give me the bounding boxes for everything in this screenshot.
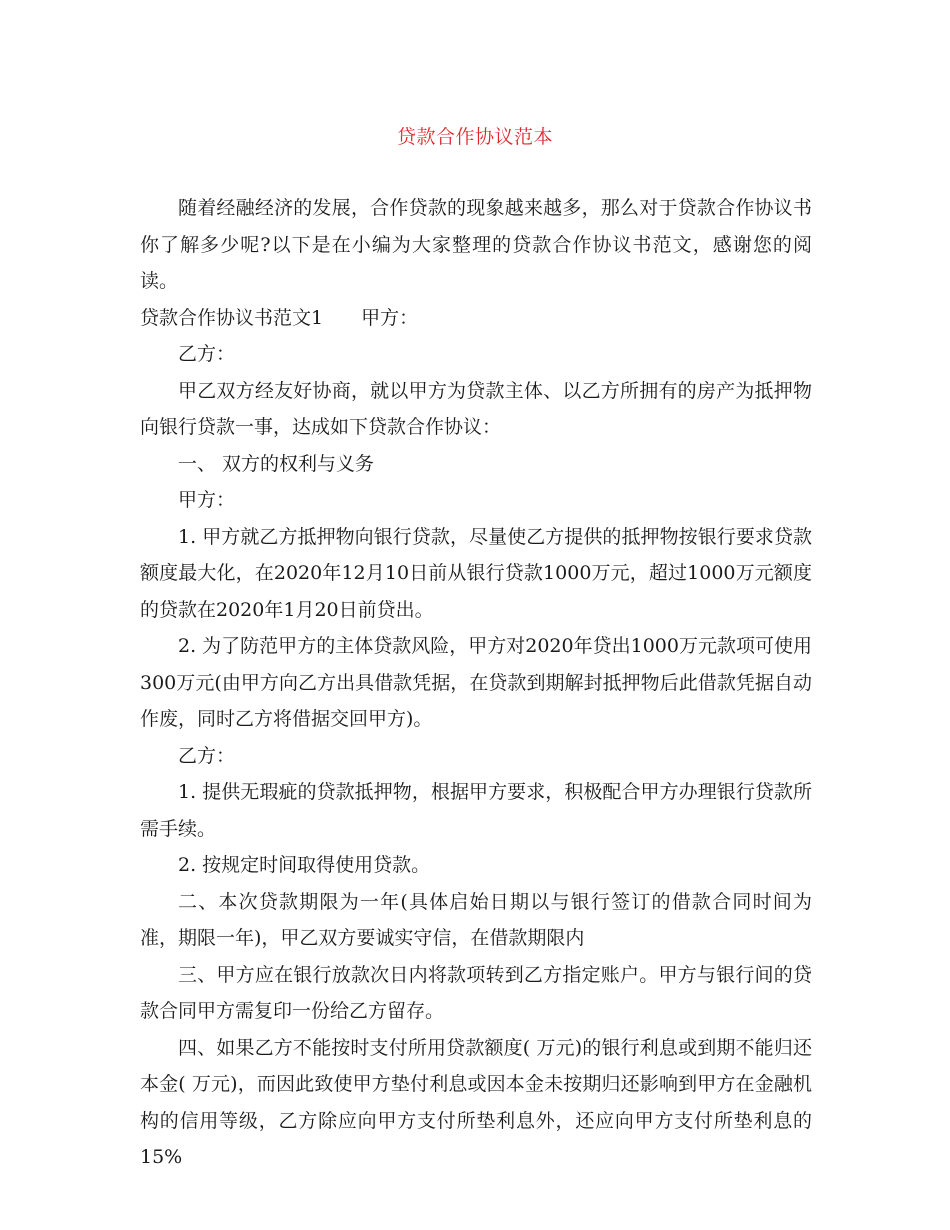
section-two: 二、本次贷款期限为一年(具体启始日期以与银行签订的借款合同时间为准，期限一年)，甲乙双方要诚实守信，在借款期限内 [140, 890, 812, 949]
section-three: 三、甲方应在银行放款次日内将款项转到乙方指定账户。甲方与银行间的贷款合同甲方需复印一份给乙方留存。 [140, 963, 812, 1022]
party-a-heading: 甲方： [178, 489, 236, 511]
sample-heading: 贷款合作协议书范文1 [140, 306, 324, 329]
party-b-item-1: 1. 提供无瑕疵的贷款抵押物，根据甲方要求，积极配合甲方办理银行贷款所需手续。 [140, 781, 812, 840]
paragraph-sample-heading [140, 300, 812, 337]
section-four: 四、如果乙方不能按时支付所用贷款额度( 万元)的银行利息或到期不能归还本金( 万元)，而因此致使甲方垫付利息或因本金未按期归还影响到甲方在金融机构的信用等级，乙方除应向甲方支付所垫利息外，还应向甲方支付所垫利息的15% [140, 1036, 812, 1168]
paragraph-party-b: 乙方： [178, 343, 236, 365]
paragraph-intro: 随着经融经济的发展，合作贷款的现象越来越多，那么对于贷款合作协议书你了解多少呢?以下是在小编为大家整理的贷款合作协议书范文，感谢您的阅读。 [140, 197, 812, 292]
document-body [140, 190, 812, 1176]
party-a-item-2: 2. 为了防范甲方的主体贷款风险，甲方对2020年贷出1000万元款项可使用300万元(由甲方向乙方出具借款凭据，在贷款到期解封抵押物后此借款凭据自动作废，同时乙方将借据交回甲方)。 [140, 635, 812, 730]
party-a-item-1: 1. 甲方就乙方抵押物向银行贷款，尽量使乙方提供的抵押物按银行要求贷款额度最大化，在2020年12月10日前从银行贷款1000万元，超过1000万元额度的贷款在2020年1月20日前贷出。 [140, 525, 812, 621]
paragraph-agreement: 甲乙双方经友好协商，就以甲方为贷款主体、以乙方所拥有的房产为抵押物向银行贷款一事，达成如下贷款合作协议： [140, 379, 812, 438]
section-one-heading: 一、 双方的权利与义务 [178, 452, 375, 475]
party-b-heading: 乙方： [178, 744, 236, 767]
party-a-label: 甲方： [361, 306, 419, 329]
party-b-item-2: 2. 按规定时间取得使用贷款。 [178, 854, 431, 876]
document-title: 贷款合作协议范本 [396, 126, 553, 148]
